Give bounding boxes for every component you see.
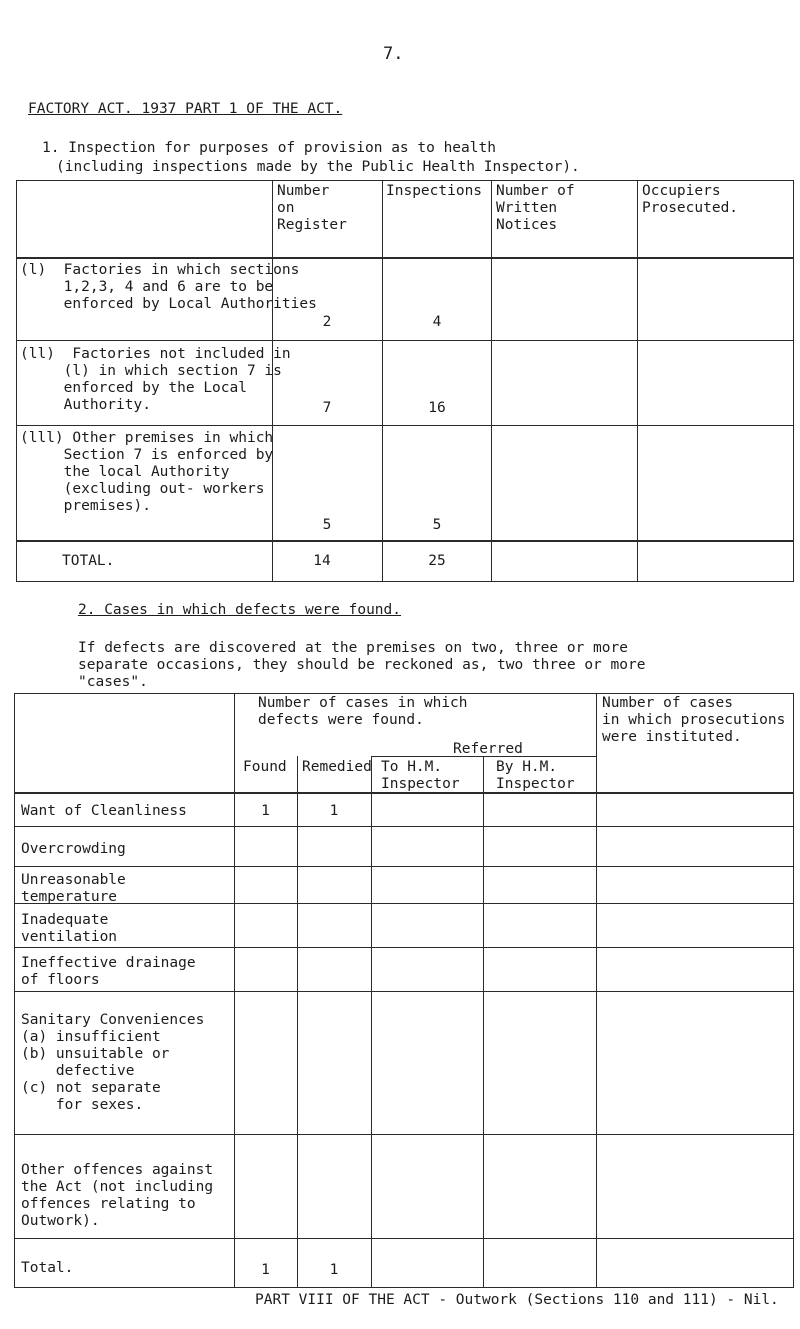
row3-label: (lll) Other premises in which Section 7 is enforced by the local Authority (excluding out- workers premises). [20, 430, 274, 514]
row2-register: 7 [322, 400, 332, 416]
col-notices: Number of Written Notices [496, 183, 575, 233]
header-remedied: Remedied [302, 759, 372, 775]
row-drainage: Ineffective drainage of floors [21, 955, 196, 988]
page-heading: FACTORY ACT. 1937 PART 1 OF THE ACT. [28, 101, 343, 117]
row1-inspections: 4 [432, 314, 442, 330]
defects-total-found: 1 [261, 1262, 270, 1278]
header-referred: Referred [453, 741, 523, 757]
row2-label: (ll) Factories not included in (l) in which section 7 is enforced by the Local Authority. [20, 346, 291, 413]
row-ventilation: Inadequate ventilation [21, 912, 118, 945]
row1-register: 2 [322, 314, 332, 330]
row-temperature: Unreasonable temperature [21, 872, 126, 905]
row-cleanliness: Want of Cleanliness [21, 803, 187, 819]
total-label: TOTAL. [62, 553, 115, 569]
row-overcrowding: Overcrowding [21, 841, 126, 857]
total-register: 14 [313, 553, 331, 569]
col-prosecuted: Occupiers Prosecuted. [642, 183, 739, 216]
header-to-hm-inspector: To H.M. Inspector [381, 759, 460, 792]
header-prosecutions: Number of cases in which prosecutions were instituted. [602, 695, 786, 745]
page-number: 7. [383, 44, 404, 64]
col-inspections: Inspections [386, 183, 483, 199]
section1-title: 1. Inspection for purposes of provision as to health [42, 140, 496, 156]
defects-total-remedied: 1 [329, 1262, 339, 1278]
row3-register: 5 [322, 517, 332, 533]
cleanliness-found: 1 [261, 803, 270, 819]
section2-intro-2: separate occasions, they should be reckoned as, two three or more [78, 657, 646, 673]
section2-intro-1: If defects are discovered at the premises on two, three or more [78, 640, 628, 656]
header-by-hm-inspector: By H.M. Inspector [496, 759, 575, 792]
row-other-offences: Other offences against the Act (not including offences relating to Outwork). [21, 1162, 214, 1229]
cleanliness-remedied: 1 [329, 803, 339, 819]
section2-intro-3: "cases". [78, 674, 148, 690]
header-cases-found: Number of cases in which defects were found. [258, 695, 468, 728]
header-found: Found [243, 759, 287, 775]
section1-subtitle: (including inspections made by the Public Health Inspector). [56, 159, 580, 175]
row2-inspections: 16 [428, 400, 446, 416]
section2-title: 2. Cases in which defects were found. [78, 602, 402, 618]
row-sanitary-conveniences: Sanitary Conveniences (a) insufficient (b) unsuitable or defective (c) not separate for sexes. [21, 1012, 205, 1113]
row1-label: (l) Factories in which sections 1,2,3, 4 and 6 are to be enforced by Local Authorities [20, 262, 317, 312]
outwork-footer: PART VIII OF THE ACT - Outwork (Sections 110 and 111) - Nil. [255, 1292, 779, 1308]
col-register: Number on Register [277, 183, 347, 233]
total-inspections: 25 [428, 553, 446, 569]
defects-total-label: Total. [21, 1260, 74, 1276]
row3-inspections: 5 [432, 517, 442, 533]
